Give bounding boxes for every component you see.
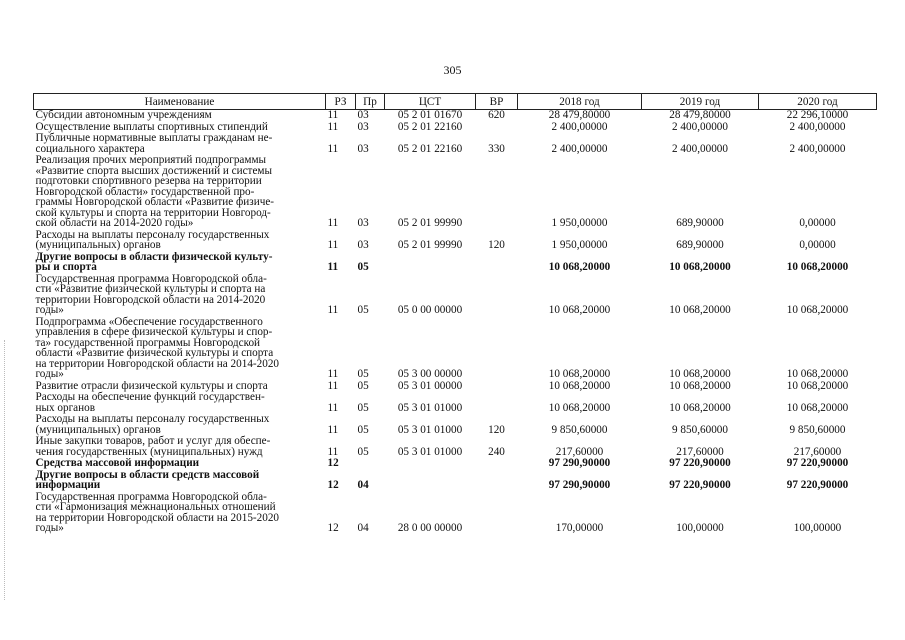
cell-y2018: 10 068,20000 [548,261,611,273]
cell-vr: 120 [488,423,505,436]
table-row [34,491,877,534]
cell-y2020: 2 400,00000 [789,120,846,133]
cell-rz: 11 [327,304,339,316]
cell-vr: 120 [488,239,505,251]
cell-y2020: 100,00000 [793,522,842,534]
cell-rz: 11 [327,109,339,121]
cell-y2020: 97 220,90000 [786,479,849,491]
cell-y2018: 1 950,00000 [551,239,608,251]
cell-y2020: 10 068,20000 [786,368,849,380]
cell-y2020: 22 296,10000 [786,109,849,121]
cell-y2019: 9 850,60000 [672,423,728,436]
cell-name: Публичные нормативные выплаты гражданам не- социального характера [35,132,273,155]
cell-y2019: 689,90000 [676,217,724,229]
cell-name: Подпрограмма «Обеспечение государственного управления в сфере физической культуры и спор- та» государственной программы Новгородской области «Развитие физической культуры и спорта на территории Новгородской области на 2014-2020 годы» [35,315,280,380]
table-row [34,469,877,491]
cell-y2018: 170,00000 [555,522,604,534]
cell-y2018: 10 068,20000 [548,379,611,392]
cell-pr: 05 [357,423,369,436]
cell-rz: 11 [327,445,339,458]
cell-rz: 12 [327,522,339,534]
cell-y2019: 97 220,90000 [669,457,731,469]
table-row [34,391,877,413]
table-row [34,457,877,469]
cell-y2019: 10 068,20000 [669,401,731,414]
cell-cst: 05 0 00 00000 [397,304,463,316]
cell-y2020: 0,00000 [799,239,836,251]
cell-name: Средства массовой информации [35,457,200,469]
scan-margin-mark [4,340,6,600]
cell-y2018: 10 068,20000 [548,304,611,316]
cell-vr [476,121,518,133]
cell-name: Развитие отрасли физической культуры и спорта [35,379,268,392]
cell-name: Государственная программа Новгородской обла- сти «Развитие физической культуры и спорта на территории Новгородской области на 2014-2020 годы» [35,272,267,316]
header-vr: ВР [476,94,518,110]
cell-rz: 11 [327,142,339,155]
cell-vr [476,273,518,316]
cell-y2018: 2 400,00000 [551,142,608,155]
cell-pr: 05 [357,379,369,392]
cell-rz: 11 [327,401,339,414]
cell-pr: 05 [357,401,369,414]
cell-y2018: 2 400,00000 [551,120,608,133]
cell-name: Реализация прочих мероприятий подпрограммы «Развитие спорта высших достижений и системы подготовки спортивного резерва на территории Новгородской области» государственной про- граммы Новгородской области «Развитие физиче- ской культуры и спорта на территории Новгород- ской области на 2014-2020 годы» [35,154,275,229]
cell-rz: 11 [327,217,339,229]
cell-vr: 620 [488,109,505,121]
cell-cst: 05 3 00 00000 [397,368,463,380]
cell-y2020: 0,00000 [799,217,836,229]
cell-pr: 03 [357,120,369,133]
cell-y2019: 100,00000 [676,522,724,534]
header-name: Наименование [34,94,326,110]
header-rz: РЗ [326,94,356,110]
cell-rz: 12 [327,479,339,491]
cell-pr: 05 [357,445,369,458]
cell-y2018: 97 290,90000 [548,479,611,491]
cell-name: Другие вопросы в области средств массовой информации [35,468,260,491]
header-pr: Пр [356,94,385,110]
cell-cst: 05 2 01 01670 [397,109,463,121]
table-row [34,413,877,435]
cell-y2020: 97 220,90000 [786,457,849,469]
cell-vr [476,391,518,413]
cell-rz: 11 [327,368,339,380]
header-2019: 2019 год [642,94,759,110]
cell-y2019: 10 068,20000 [669,261,731,273]
cell-y2020: 217,60000 [793,445,842,458]
cell-y2018: 97 290,90000 [548,457,611,469]
cell-pr: 04 [357,522,369,534]
cell-name: Расходы на выплаты персоналу государственных (муниципальных) органов [35,228,270,251]
cell-vr [476,251,518,273]
cell-vr [476,469,518,491]
cell-y2020: 10 068,20000 [786,379,849,392]
cell-cst [385,251,476,273]
cell-vr: 240 [488,445,505,458]
cell-vr [476,380,518,392]
cell-y2019: 689,90000 [676,239,724,251]
table-row [34,380,877,392]
cell-vr [476,154,518,229]
cell-y2020: 2 400,00000 [789,142,846,155]
cell-pr: 03 [357,217,369,229]
cell-cst: 05 2 01 99990 [397,217,463,229]
cell-rz: 11 [327,120,339,133]
page-number: 305 [443,63,462,77]
cell-y2019: 2 400,00000 [672,120,728,133]
cell-y2020: 10 068,20000 [786,401,849,414]
table-row [34,132,877,154]
cell-name: Государственная программа Новгородской обла- сти «Гармонизация межнациональных отношений на территории Новгородской области на 2015-2020 годы» [35,490,280,534]
cell-cst: 05 3 01 01000 [397,423,463,436]
cell-pr: 04 [357,479,369,491]
table-row [34,251,877,273]
cell-y2018: 9 850,60000 [551,423,608,436]
table-row [34,435,877,457]
cell-name: Другие вопросы в области физической культу- ры и спорта [35,250,273,273]
cell-y2019: 28 479,80000 [669,109,731,121]
cell-pr: 05 [357,368,369,380]
cell-cst: 28 0 00 00000 [397,522,463,534]
cell-y2018: 10 068,20000 [548,368,611,380]
cell-y2020: 10 068,20000 [786,304,849,316]
table-body [34,110,877,534]
table-row [34,229,877,251]
table-row [34,316,877,380]
cell-name: Расходы на выплаты персоналу государственных (муниципальных) органов [35,413,270,436]
cell-y2019: 2 400,00000 [672,142,728,155]
table-header-row [34,94,877,110]
cell-y2019: 10 068,20000 [669,368,731,380]
cell-name: Осуществление выплаты спортивных стипендий [35,120,268,133]
cell-vr [476,457,518,469]
table-row [34,154,877,229]
cell-rz: 12 [327,457,339,469]
table-row [34,110,877,121]
cell-y2020: 9 850,60000 [789,423,846,436]
header-2020: 2020 год [759,94,877,110]
header-2018: 2018 год [518,94,642,110]
cell-y2018: 10 068,20000 [548,401,611,414]
cell-name: Расходы на обеспечение функций государствен- ных органов [35,391,265,414]
cell-pr: 03 [357,142,369,155]
cell-y2018: 1 950,00000 [551,217,608,229]
cell-name: Иные закупки товаров, работ и услуг для обеспе- чения государственных (муниципальных) нужд [35,435,271,458]
cell-cst: 05 2 01 99990 [397,239,463,251]
cell-pr: 05 [357,304,369,316]
table-row [34,273,877,316]
cell-y2019: 217,60000 [676,445,724,458]
cell-pr: 03 [357,239,369,251]
cell-cst: 05 2 01 22160 [397,120,463,133]
cell-rz: 11 [327,379,339,392]
cell-pr: 03 [357,109,369,121]
cell-rz: 11 [327,423,339,436]
cell-vr [476,491,518,534]
cell-cst [385,469,476,491]
cell-y2019: 10 068,20000 [669,379,731,392]
cell-y2018: 28 479,80000 [548,109,611,121]
cell-vr [476,316,518,380]
cell-cst: 05 3 01 01000 [397,401,463,414]
cell-y2019: 97 220,90000 [669,479,731,491]
cell-rz: 11 [327,239,339,251]
cell-pr [356,457,385,469]
cell-y2018: 217,60000 [555,445,604,458]
cell-y2020: 10 068,20000 [786,261,849,273]
cell-rz: 11 [327,261,339,273]
budget-table [33,93,877,534]
cell-y2019: 10 068,20000 [669,304,731,316]
cell-cst: 05 3 01 01000 [397,445,463,458]
cell-cst: 05 2 01 22160 [397,142,463,155]
header-cst: ЦСТ [385,94,476,110]
cell-vr: 330 [488,142,505,155]
cell-name: Субсидии автономным учреждениям [35,109,212,121]
table-row [34,121,877,133]
cell-pr: 05 [357,261,369,273]
cell-cst [385,457,476,469]
cell-cst: 05 3 01 00000 [397,379,463,392]
